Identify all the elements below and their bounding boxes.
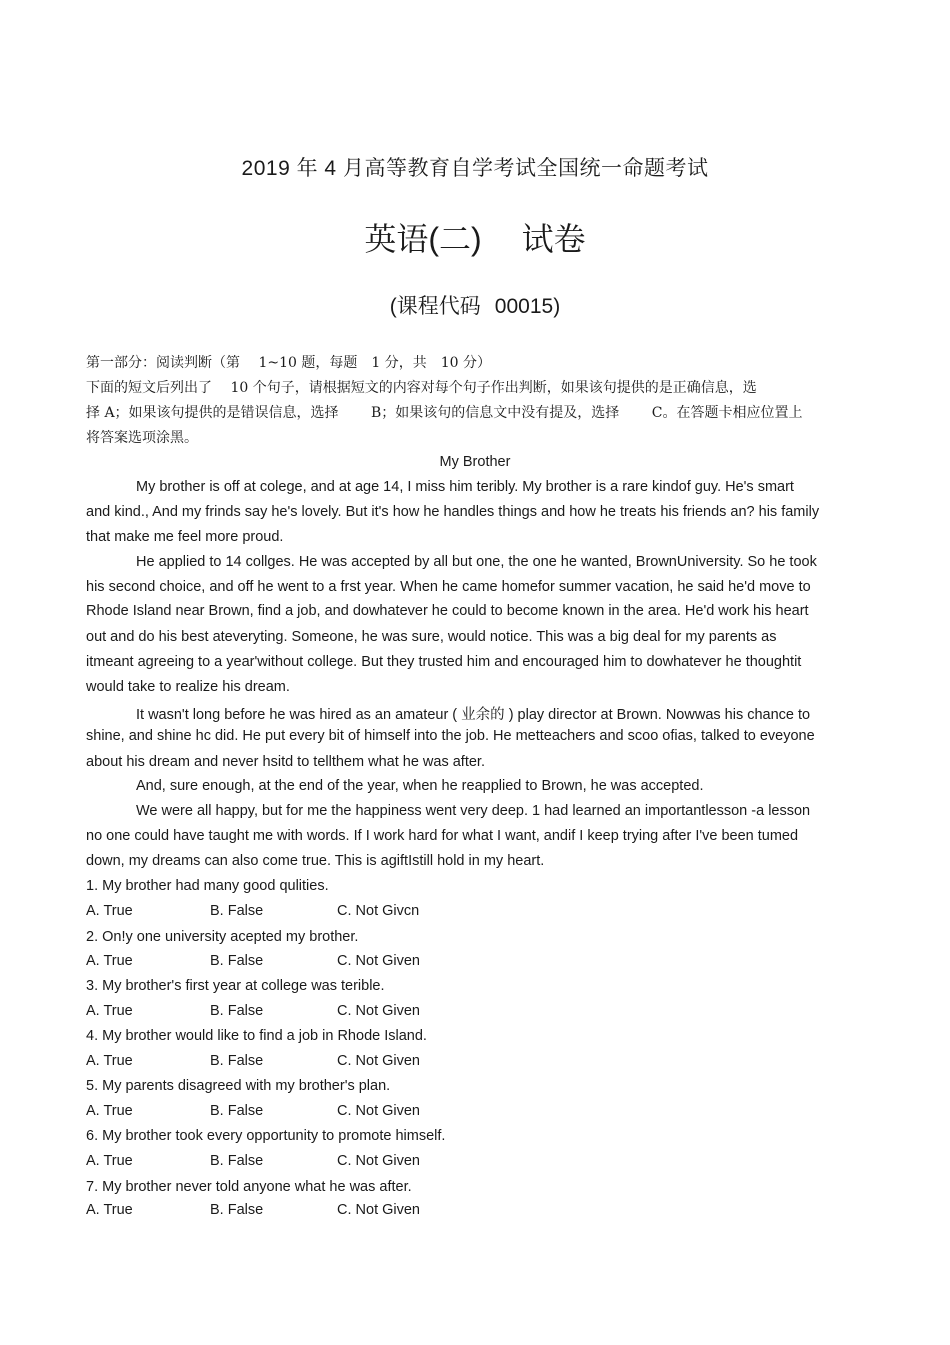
option-c: C. Not Given	[337, 1003, 420, 1019]
instructions-line: 下面的短文后列出了 10 个句子，请根据短文的内容对每个句子作出判断，如果该句提供的是正确信息，选	[86, 380, 757, 396]
exam-title: 2019 年 4 月高等教育自学考试全国统一命题考试	[241, 157, 709, 180]
option-b: B. False	[210, 953, 264, 969]
course-code	[0, 290, 950, 320]
question-text: 4. My brother would like to find a job in Rhode Island.	[86, 1028, 427, 1044]
passage-line: Rhode Island near Brown, find a job, and dowhatever he could to become known in the area. He'd work his heart	[86, 603, 809, 619]
passage-line: My brother is off at colege, and at age 14, I miss him teribly. My brother is a rare kindof guy. He's smart	[136, 479, 794, 495]
option-a: A. True	[86, 1053, 133, 1069]
passage-line: about his dream and never hsitd to tellthem what he was after.	[86, 754, 485, 770]
part-title: 第一部分：阅读判断（第 1~10 题，每题 1 分，共 10 分）	[86, 355, 491, 371]
passage-line: that make me feel more proud.	[86, 529, 284, 545]
option-c: C. Not Given	[337, 1103, 420, 1119]
option-a: A. True	[86, 1003, 133, 1019]
option-c: C. Not Given	[337, 953, 420, 969]
passage-line: would take to realize his dream.	[86, 679, 290, 695]
subject-name: 英语(二)	[364, 221, 482, 257]
passage-title: My Brother	[439, 454, 511, 470]
passage-line: his second choice, and off he went to a frst year. When he came homefor summer vacation, he said he'd move to	[86, 579, 811, 595]
passage-line: no one could have taught me with words. If I work hard for what I want, andif I keep trying after I've been tumed	[86, 828, 799, 844]
course-code-value: 00015)	[494, 295, 561, 318]
option-c: C. Not Givcn	[337, 903, 420, 919]
passage-line: out and do his best ateveryting. Someone, he was sure, would notice. This was a big deal for my parents as	[86, 629, 777, 645]
option-c: C. Not Given	[337, 1202, 420, 1218]
subject-title	[0, 214, 950, 260]
passage-line: itmeant agreeing to a year'without college. But they trusted him and encouraged him to dowhatever he thoughtit	[86, 654, 802, 670]
instructions-line: 将答案选项涂黑。	[86, 430, 198, 446]
paper-label: 试卷	[521, 221, 586, 257]
passage-line: He applied to 14 collges. He was accepted by all but one, the one he wanted, BrownUniversity. So he took	[136, 554, 817, 570]
passage-line: and kind., And my frinds say he's lovely. But it's how he handles things and how he treats his friends an? his family	[86, 504, 820, 520]
question-text: 7. My brother never told anyone what he was after.	[86, 1179, 412, 1195]
option-a: A. True	[86, 953, 133, 969]
passage-line: It wasn't long before he was hired as an amateur ( 业余的 ) play director at Brown. Nowwas his chance to	[136, 707, 811, 723]
option-b: B. False	[210, 1202, 264, 1218]
option-b: B. False	[210, 1053, 264, 1069]
option-a: A. True	[86, 1202, 133, 1218]
passage-line: shine, and shine hc did. He put every bit of himself into the job. He metteachers and scoo ofias, talked to eveyone	[86, 728, 815, 744]
option-a: A. True	[86, 903, 133, 919]
option-c: C. Not Given	[337, 1153, 420, 1169]
option-b: B. False	[210, 903, 264, 919]
option-c: C. Not Given	[337, 1053, 420, 1069]
passage-line: down, my dreams can also come true. This is agiftIstill hold in my heart.	[86, 853, 545, 869]
course-code-label: (课程代码	[389, 295, 481, 318]
option-b: B. False	[210, 1103, 264, 1119]
passage-line: And, sure enough, at the end of the year, when he reapplied to Brown, he was accepted.	[136, 778, 704, 794]
question-text: 2. On!y one university acepted my brother.	[86, 929, 359, 945]
option-a: A. True	[86, 1103, 133, 1119]
question-text: 6. My brother took every opportunity to promote himself.	[86, 1128, 446, 1144]
passage-line: We were all happy, but for me the happiness went very deep. 1 had learned an importantlesson -a lesson	[136, 803, 811, 819]
question-text: 5. My parents disagreed with my brother's plan.	[86, 1078, 391, 1094]
option-b: B. False	[210, 1153, 264, 1169]
instructions-line: 择 A；如果该句提供的是错误信息，选择 B；如果该句的信息文中没有提及，选择 C。在答题卡相应位置上	[86, 405, 803, 421]
option-a: A. True	[86, 1153, 133, 1169]
question-text: 3. My brother's first year at college was terible.	[86, 978, 385, 994]
option-b: B. False	[210, 1003, 264, 1019]
question-text: 1. My brother had many good qulities.	[86, 878, 329, 894]
